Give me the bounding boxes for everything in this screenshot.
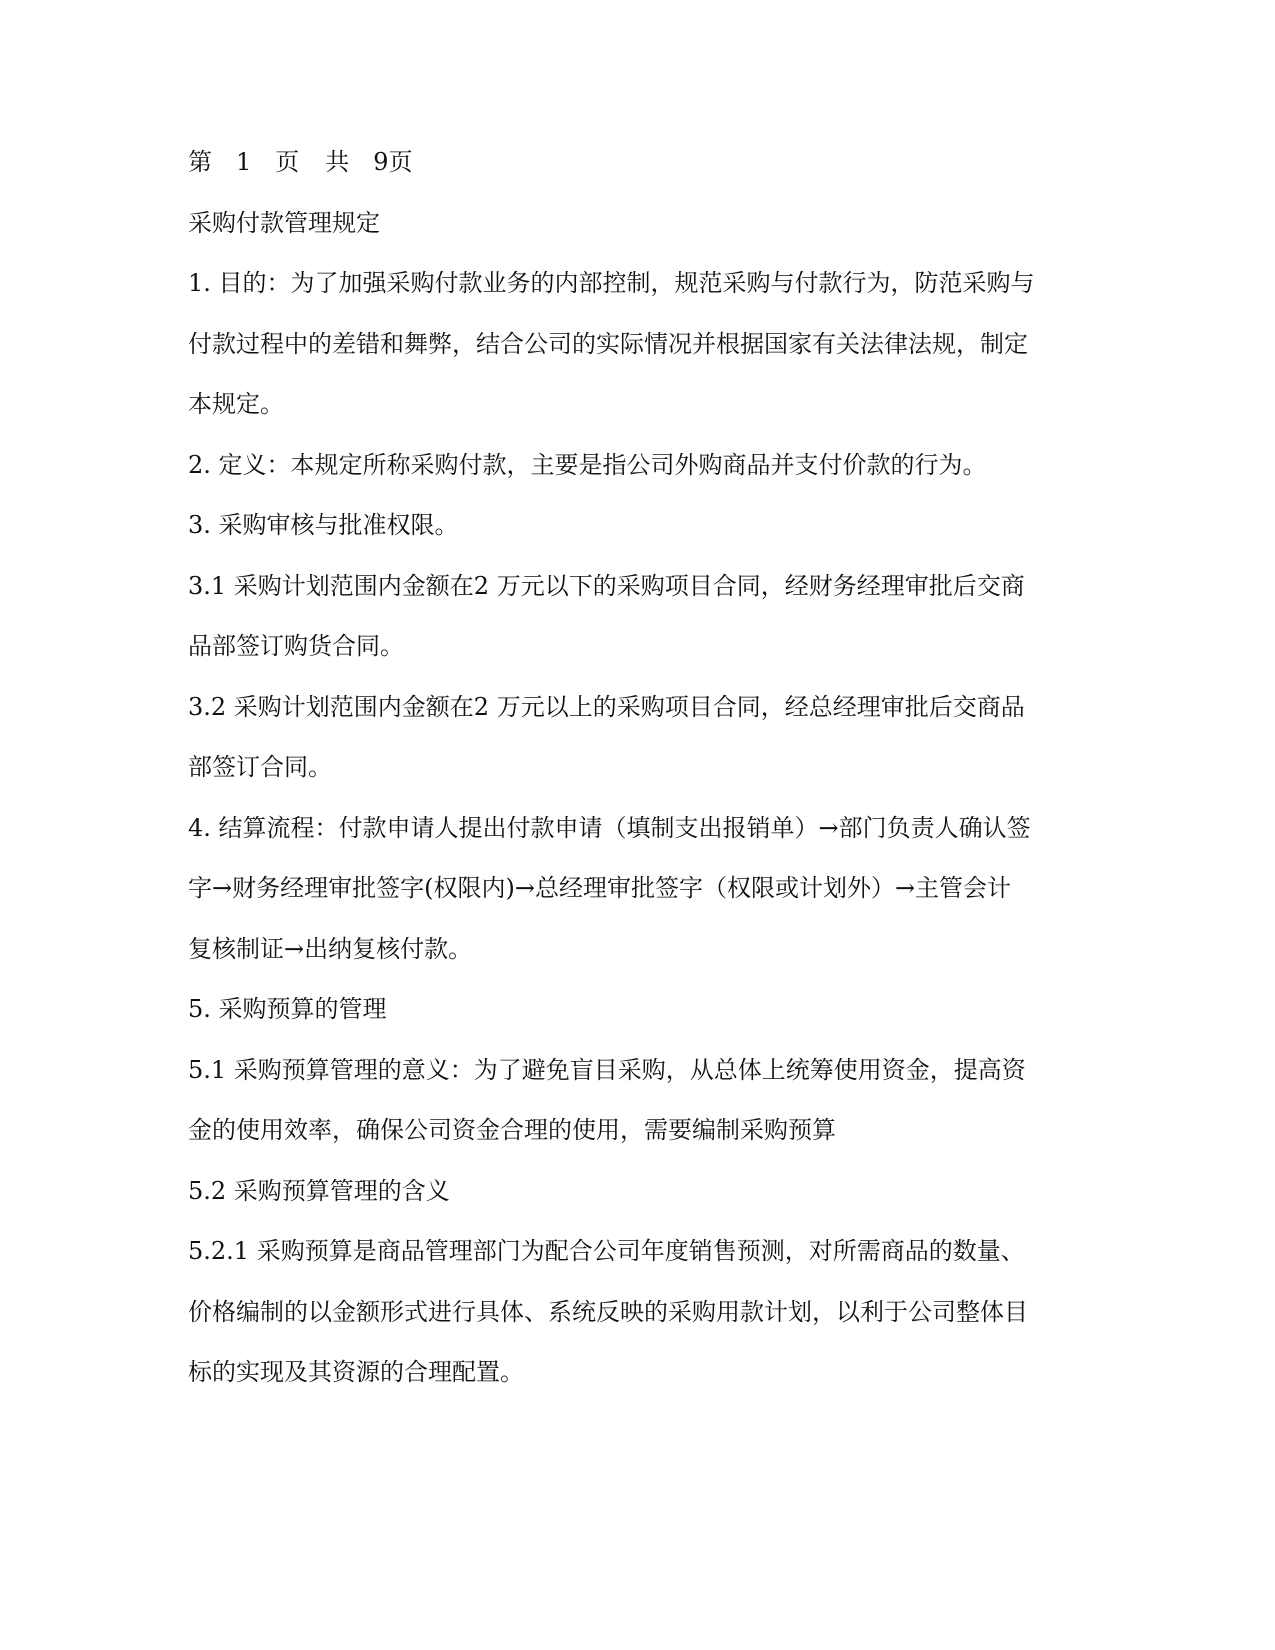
body-line: 3.1 采购计划范围内金额在2 万元以下的采购项目合同，经财务经理审批后交商 bbox=[188, 571, 1025, 600]
body-line: 4. 结算流程：付款申请人提出付款申请（填制支出报销单）→部门负责人确认签 bbox=[188, 813, 1031, 842]
page-total: 9 bbox=[373, 148, 389, 176]
body-line: 1. 目的：为了加强采购付款业务的内部控制，规范采购与付款行为，防范采购与 bbox=[188, 269, 1035, 297]
body-line: 5.2.1 采购预算是商品管理部门为配合公司年度销售预测，对所需商品的数量、 bbox=[188, 1237, 1025, 1265]
body-line: 价格编制的以金额形式进行具体、系统反映的采购用款计划，以利于公司整体目 bbox=[188, 1297, 1028, 1326]
page-di: 第 bbox=[188, 148, 212, 176]
document-body bbox=[188, 142, 1068, 1413]
page-indicator bbox=[188, 142, 1068, 203]
document-title: 采购付款管理规定 bbox=[188, 208, 380, 237]
page-ye-2: 页 bbox=[388, 148, 413, 176]
body-line: 标的实现及其资源的合理配置。 bbox=[188, 1358, 524, 1386]
body-line: 字→财务经理审批签字(权限内)→总经理审批签字（权限或计划外）→主管会计 bbox=[188, 874, 1012, 902]
body-line: 2. 定义：本规定所称采购付款，主要是指公司外购商品并支付价款的行为。 bbox=[188, 450, 987, 479]
body-line: 复核制证→出纳复核付款。 bbox=[188, 934, 473, 963]
body-line: 付款过程中的差错和舞弊，结合公司的实际情况并根据国家有关法律法规，制定 bbox=[188, 329, 1028, 358]
page-number: 1 bbox=[236, 148, 252, 176]
body-line: 部签订合同。 bbox=[188, 753, 332, 781]
body-line: 3.2 采购计划范围内金额在2 万元以上的采购项目合同，经总经理审批后交商品 bbox=[188, 692, 1025, 721]
body-line: 5. 采购预算的管理 bbox=[188, 995, 387, 1023]
body-line: 本规定。 bbox=[188, 390, 284, 418]
body-line: 3. 采购审核与批准权限。 bbox=[188, 511, 459, 539]
body-line: 金的使用效率，确保公司资金合理的使用，需要编制采购预算 bbox=[188, 1116, 836, 1144]
page-ye: 页 bbox=[275, 148, 300, 176]
page-gong: 共 bbox=[325, 148, 350, 176]
body-line: 5.2 采购预算管理的含义 bbox=[188, 1176, 450, 1205]
body-line: 5.1 采购预算管理的意义：为了避免盲目采购，从总体上统筹使用资金，提高资 bbox=[188, 1055, 1026, 1084]
body-line: 品部签订购货合同。 bbox=[188, 632, 404, 660]
